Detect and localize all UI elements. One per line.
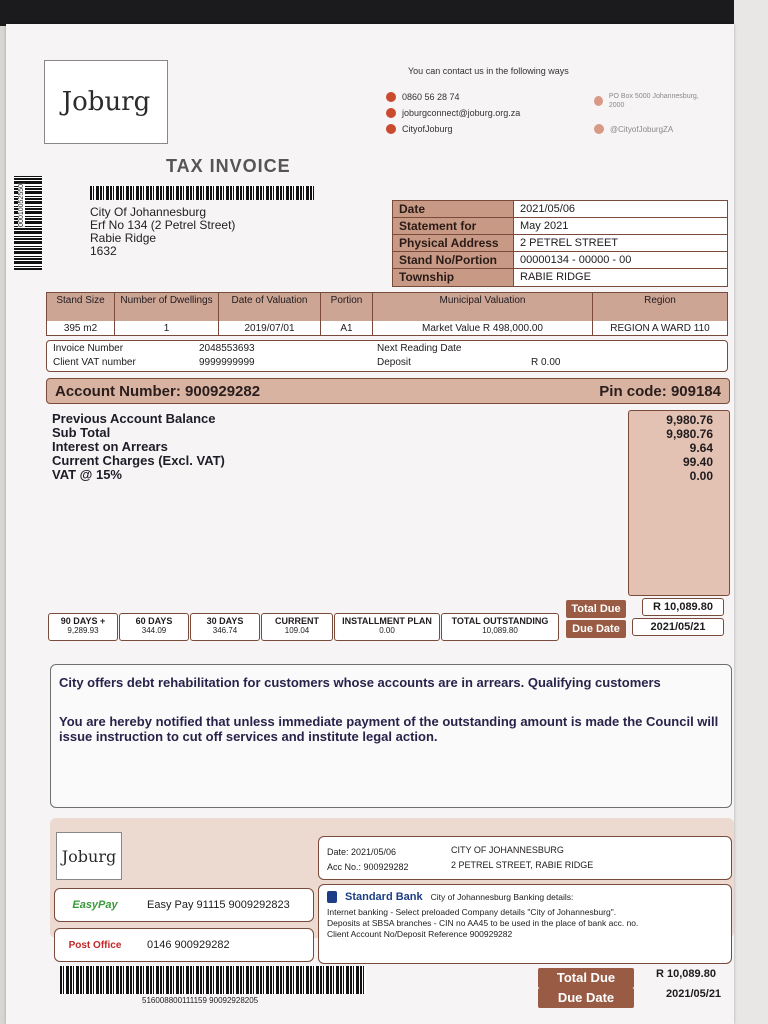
aging-value: 10,089.80 bbox=[482, 626, 518, 635]
contact-twitter-text: @CityofJoburgZA bbox=[610, 124, 674, 134]
due-date-value: 2021/05/21 bbox=[632, 618, 724, 636]
total-due-label: Total Due bbox=[566, 600, 626, 618]
aging-label: CURRENT bbox=[275, 616, 319, 626]
stand-table bbox=[46, 292, 728, 336]
email-icon bbox=[386, 108, 396, 118]
summary-value: 9,980.76 bbox=[666, 413, 713, 427]
bank-title: City of Johannesburg Banking details: bbox=[430, 891, 574, 902]
contact-twitter bbox=[594, 124, 673, 134]
statement-details bbox=[392, 200, 728, 287]
remittance-due-date-label: Due Date bbox=[538, 988, 634, 1008]
easypay-text: Easy Pay 91115 9009292823 bbox=[147, 899, 290, 911]
summary-value: 99.40 bbox=[682, 455, 713, 469]
logo-text: Joburg bbox=[61, 87, 151, 117]
address-line-2: Erf No 134 (2 Petrel Street) bbox=[90, 218, 236, 232]
aging-label: TOTAL OUTSTANDING bbox=[451, 616, 549, 626]
side-barcode-number: 00010052550 bbox=[18, 184, 25, 227]
address-line-1: City Of Johannesburg bbox=[90, 205, 207, 219]
facebook-icon bbox=[386, 124, 396, 134]
deposit-value: R 0.00 bbox=[531, 357, 561, 368]
aging-label: INSTALLMENT PLAN bbox=[342, 616, 432, 626]
stand-header-cell: Number of Dwellings bbox=[115, 293, 219, 321]
aging-cell bbox=[441, 613, 559, 641]
stand-value-cell: 1 bbox=[115, 321, 219, 335]
statement-row bbox=[393, 218, 727, 235]
remittance-city: CITY OF JOHANNESBURG bbox=[451, 845, 564, 855]
bank-line: Internet banking - Select preloaded Company details "City of Johannesburg". bbox=[327, 907, 617, 917]
stand-value-cell: 2019/07/01 bbox=[219, 321, 321, 335]
summary-labels bbox=[52, 412, 225, 482]
aging-cell bbox=[48, 613, 118, 641]
stand-value-row bbox=[47, 321, 727, 335]
contact-post-text: PO Box 5000 Johannesburg, 2000 bbox=[608, 93, 699, 109]
contact-facebook bbox=[386, 124, 453, 134]
remittance-joburg-logo bbox=[56, 832, 122, 880]
account-number: Account Number: 900929282 bbox=[55, 382, 261, 400]
bank-header bbox=[327, 891, 723, 903]
aging-label: 30 DAYS bbox=[206, 616, 244, 626]
client-vat-value: 9999999999 bbox=[199, 357, 255, 368]
account-bar bbox=[46, 378, 730, 404]
aging-label: 60 DAYS bbox=[135, 616, 173, 626]
summary-value: 0.00 bbox=[689, 469, 713, 483]
remittance-street: 2 PETREL STREET, RABIE RIDGE bbox=[451, 860, 594, 870]
aging-cell bbox=[190, 613, 260, 641]
statement-value: May 2021 bbox=[513, 218, 727, 234]
remittance-due-date-value: 2021/05/21 bbox=[666, 988, 722, 1000]
statement-label: Township bbox=[393, 269, 513, 286]
bank-details bbox=[318, 884, 732, 964]
easypay-icon: EasyPay bbox=[72, 899, 118, 911]
contact-post bbox=[594, 92, 704, 110]
stand-header-cell: Stand Size bbox=[47, 293, 115, 321]
remittance-total-due-label: Total Due bbox=[538, 968, 634, 988]
due-date-label: Due Date bbox=[566, 620, 626, 638]
postoffice-text: 0146 900929282 bbox=[147, 939, 230, 951]
stand-header-cell: Date of Valuation bbox=[219, 293, 321, 321]
remittance-acc: Acc No.: 900929282 bbox=[327, 862, 409, 872]
contact-email bbox=[386, 108, 520, 118]
contact-phone-text: 0860 56 28 74 bbox=[402, 92, 460, 102]
statement-label: Statement for bbox=[393, 218, 513, 234]
easypay-box bbox=[54, 888, 314, 922]
summary-value: 9,980.76 bbox=[666, 427, 713, 441]
stand-value-cell: Market Value R 498,000.00 bbox=[373, 321, 593, 335]
aging-value: 9,289.93 bbox=[67, 626, 99, 635]
aging-value: 346.74 bbox=[212, 626, 238, 635]
contact-title: You can contact us in the following ways bbox=[408, 66, 569, 76]
stand-value-cell: 395 m2 bbox=[47, 321, 115, 335]
remittance-total-due-value: R 10,089.80 bbox=[656, 968, 716, 980]
post-icon bbox=[594, 96, 603, 106]
aging-value: 109.04 bbox=[284, 626, 310, 635]
invoice-sheet bbox=[6, 24, 734, 1024]
summary-values bbox=[628, 410, 730, 596]
statement-row bbox=[393, 269, 727, 286]
total-due-value: R 10,089.80 bbox=[642, 598, 724, 616]
stand-header-cell: Municipal Valuation bbox=[373, 293, 593, 321]
statement-label: Stand No/Portion bbox=[393, 252, 513, 268]
statement-value: 00000134 - 00000 - 00 bbox=[513, 252, 727, 268]
tax-invoice-title: TAX INVOICE bbox=[166, 156, 291, 176]
statement-label: Physical Address bbox=[393, 235, 513, 251]
scan-top-edge bbox=[0, 0, 768, 26]
notice-box bbox=[50, 664, 732, 808]
contact-phone bbox=[386, 92, 460, 102]
invoice-number-label: Invoice Number bbox=[53, 343, 124, 354]
statement-label: Date bbox=[393, 201, 513, 217]
summary-value: 9.64 bbox=[689, 441, 713, 455]
stand-header-cell: Portion bbox=[321, 293, 373, 321]
stand-header-cell: Region bbox=[644, 295, 676, 306]
statement-value: 2 PETREL STREET bbox=[513, 235, 727, 251]
statement-row bbox=[393, 201, 727, 218]
aging-cell bbox=[334, 613, 440, 641]
summary-label: Interest on Arrears bbox=[52, 439, 168, 454]
bank-brand: Standard Bank bbox=[345, 890, 423, 903]
next-reading-label: Next Reading Date bbox=[377, 343, 462, 354]
postoffice-box bbox=[54, 928, 314, 962]
summary-label: Previous Account Balance bbox=[52, 411, 216, 426]
statement-row bbox=[393, 252, 727, 269]
deposit-label: Deposit bbox=[377, 357, 411, 368]
remittance-barcode bbox=[60, 966, 366, 994]
aging-cell bbox=[119, 613, 189, 641]
address-line-4: 1632 bbox=[90, 244, 117, 258]
twitter-icon bbox=[594, 124, 604, 134]
statement-row bbox=[393, 235, 727, 252]
aging-value: 0.00 bbox=[379, 626, 395, 635]
invoice-info bbox=[46, 340, 728, 372]
contact-email-text: joburgconnect@joburg.org.za bbox=[402, 108, 521, 118]
stand-value-cell: REGION A WARD 110 bbox=[610, 323, 710, 334]
statement-value: RABIE RIDGE bbox=[513, 269, 727, 286]
pin-code: Pin code: 909184 bbox=[599, 382, 721, 400]
remittance-logo-text: Joburg bbox=[61, 846, 117, 866]
scan-right-edge bbox=[734, 0, 768, 1024]
aging-table bbox=[48, 613, 560, 641]
aging-label: 90 DAYS + bbox=[60, 616, 106, 626]
debt-rehab-notice: City offers debt rehabilitation for customers whose accounts are in arrears. Qualifying customers bbox=[59, 675, 661, 690]
cutoff-notice: You are hereby notified that unless immediate payment of the outstanding amount is made the Council will issue instruction to cut off services and institute legal action. bbox=[59, 714, 719, 744]
phone-icon bbox=[386, 92, 396, 102]
address-line-3: Rabie Ridge bbox=[90, 231, 157, 245]
stand-header-row bbox=[47, 293, 727, 321]
customer-address bbox=[90, 206, 235, 258]
invoice-number-value: 2048553693 bbox=[199, 343, 255, 354]
client-vat-label: Client VAT number bbox=[53, 357, 136, 368]
remittance-date: Date: 2021/05/06 bbox=[327, 847, 397, 857]
aging-value: 344.09 bbox=[141, 626, 167, 635]
summary-label: VAT @ 15% bbox=[52, 467, 122, 482]
remittance-info bbox=[318, 836, 732, 880]
bank-line: Deposits at SBSA branches - CIN no AA45 to be used in the place of bank acc. no. bbox=[327, 918, 639, 928]
statement-value: 2021/05/06 bbox=[513, 201, 727, 217]
joburg-logo bbox=[44, 60, 168, 144]
header-barcode bbox=[90, 186, 314, 200]
stand-value-cell: A1 bbox=[321, 321, 373, 335]
summary-label: Current Charges (Excl. VAT) bbox=[52, 453, 225, 468]
remittance-barcode-number: 516008800111159 90092928205 bbox=[142, 996, 259, 1005]
postoffice-icon: Post Office bbox=[68, 939, 122, 951]
bank-line: Client Account No/Deposit Reference 900929282 bbox=[327, 929, 513, 939]
summary-label: Sub Total bbox=[52, 425, 111, 440]
aging-cell bbox=[261, 613, 333, 641]
contact-facebook-text: CityofJoburg bbox=[402, 124, 453, 134]
standard-bank-icon bbox=[327, 891, 337, 903]
